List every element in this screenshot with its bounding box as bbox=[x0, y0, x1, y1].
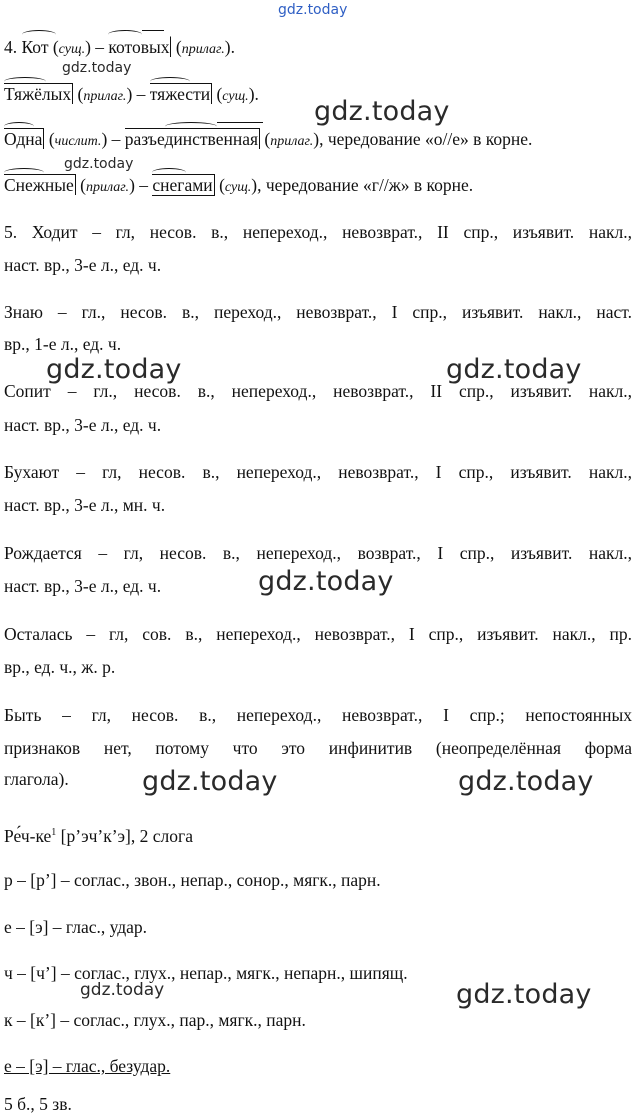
ex5-line-2: наст. вр., 3-е л., ед. ч. bbox=[4, 255, 162, 275]
phon-title-rest: [р’эч’к’э], 2 слога bbox=[56, 825, 193, 846]
ex5-line-10: наст. вр., 3-е л., ед. ч. bbox=[4, 576, 162, 596]
root-arc-mark bbox=[4, 77, 46, 86]
paren: ( bbox=[219, 175, 225, 195]
root-arc-mark bbox=[22, 30, 56, 39]
phon-title bbox=[4, 822, 632, 847]
root-arc-mark bbox=[4, 168, 44, 177]
watermark-top: gdz.today bbox=[278, 2, 348, 18]
ex4-line-4 bbox=[4, 174, 632, 199]
dash-text: ) – bbox=[85, 37, 105, 57]
pos-label: сущ. bbox=[222, 89, 249, 104]
punct: ). bbox=[248, 84, 259, 104]
dash-text: ) – bbox=[126, 84, 146, 104]
root-arc-mark bbox=[4, 122, 34, 131]
punct: ). bbox=[224, 37, 235, 57]
watermark-mid-1: gdz.today bbox=[80, 980, 165, 1000]
word-tyazhesti: тяжести bbox=[150, 83, 212, 105]
paren: ( bbox=[216, 84, 223, 104]
word-razedinstvennaya: разъединственная bbox=[125, 128, 260, 150]
pos-label: прилаг. bbox=[181, 42, 225, 57]
paren: ( bbox=[77, 84, 84, 104]
pos-label: числит. bbox=[54, 134, 102, 149]
paren: ( bbox=[175, 37, 182, 57]
watermark-big-4: gdz.today bbox=[258, 566, 394, 597]
punct: ), чередование «г//ж» в корне. bbox=[251, 175, 474, 195]
pos-label: прилаг. bbox=[86, 180, 130, 195]
punct: ), чередование «о//е» в корне. bbox=[313, 129, 533, 149]
ex4-line-3 bbox=[4, 128, 632, 153]
paren: ( bbox=[264, 129, 271, 149]
phon-row-5: е – [э] – глас., безудар. bbox=[4, 1056, 171, 1076]
ex5-line-1: 5. Ходит – гл, несов. в., непереход., невозврат., II спр., изъявит. накл., bbox=[4, 222, 632, 242]
phon-row-4: к – [к’] – соглас., глух., пар., мягк., парн. bbox=[4, 1010, 306, 1030]
watermark-small-2: gdz.today bbox=[64, 156, 134, 172]
paren: ( bbox=[48, 129, 55, 149]
dash-text: ) – bbox=[129, 175, 149, 195]
pos-label: прилаг. bbox=[270, 134, 314, 149]
phon-row-3: ч – [ч’] – соглас., глух., непар., мягк., непарн., шипящ. bbox=[4, 963, 408, 983]
ex5-line-12: вр., ед. ч., ж. р. bbox=[4, 657, 116, 677]
pos-label: сущ. bbox=[58, 42, 86, 57]
ex5-line-4: вр., 1-е л., ед. ч. bbox=[4, 334, 122, 354]
ex5-line-14: признаков нет, потому что это инфинитив (неопределённая форма bbox=[4, 738, 632, 758]
suffix-arc-mark bbox=[217, 122, 263, 131]
word-odna: Одна bbox=[4, 128, 44, 150]
ex5-line-7: Бухают – гл, несов. в., непереход., невозврат., I спр., изъявит. накл., bbox=[4, 462, 632, 482]
word-snezhnye: Снежные bbox=[4, 174, 76, 196]
suffix-arc-mark bbox=[142, 30, 164, 39]
watermark-small-1: gdz.today bbox=[62, 60, 132, 76]
ex4-line-1 bbox=[4, 36, 632, 61]
word-snegami: снегами bbox=[152, 174, 214, 196]
word-kot: Кот bbox=[22, 36, 49, 58]
watermark-big-7: gdz.today bbox=[456, 979, 592, 1010]
word-kotovykh: котовых bbox=[108, 36, 171, 58]
word-tyazhelykh: Тяжёлых bbox=[4, 83, 73, 105]
ex5-line-6: наст. вр., 3-е л., ед. ч. bbox=[4, 415, 162, 435]
paren: ( bbox=[52, 37, 59, 57]
watermark-big-5: gdz.today bbox=[142, 766, 278, 797]
ex5-line-8: наст. вр., 3-е л., мн. ч. bbox=[4, 495, 166, 515]
ex5-line-13: Быть – гл, несов. в., непереход., невозврат., I спр.; непостоянных bbox=[4, 705, 632, 725]
phon-summary: 5 б., 5 зв. bbox=[4, 1094, 72, 1114]
watermark-big-3: gdz.today bbox=[446, 354, 582, 385]
ex5-line-3: Знаю – гл., несов. в., переход., невозврат., I спр., изъявит. накл., наст. bbox=[4, 302, 632, 322]
ex5-line-9: Рождается – гл, несов. в., непереход., возврат., I спр., изъявит. накл., bbox=[4, 543, 632, 563]
paren: ( bbox=[80, 175, 86, 195]
phon-row-2: е – [э] – глас., удар. bbox=[4, 917, 148, 937]
ex4-number: 4. bbox=[4, 37, 18, 57]
root-arc-mark bbox=[150, 77, 190, 86]
phon-title-word: Ре́ч-ке bbox=[4, 825, 52, 846]
watermark-big-6: gdz.today bbox=[458, 766, 594, 797]
watermark-big-1: gdz.today bbox=[314, 96, 450, 127]
root-arc-mark bbox=[108, 30, 142, 39]
ex5-line-15: глагола). bbox=[4, 769, 69, 789]
pos-label: сущ. bbox=[224, 180, 252, 195]
root-arc-mark bbox=[165, 122, 217, 131]
phon-row-1: р – [р’] – соглас., звон., непар., сонор., мягк., парн. bbox=[4, 870, 381, 890]
ex5-line-5: Сопит – гл., несов. в., непереход., невозврат., II спр., изъявит. накл., bbox=[4, 381, 632, 401]
root-arc-mark bbox=[152, 168, 186, 177]
ex5-line-11: Осталась – гл, сов. в., непереход., невозврат., I спр., изъявит. накл., пр. bbox=[4, 624, 632, 644]
dash-text: ) – bbox=[101, 129, 121, 149]
phon-title-sup: 1 bbox=[51, 827, 57, 838]
watermark-big-2: gdz.today bbox=[46, 354, 182, 385]
pos-label: прилаг. bbox=[83, 89, 127, 104]
